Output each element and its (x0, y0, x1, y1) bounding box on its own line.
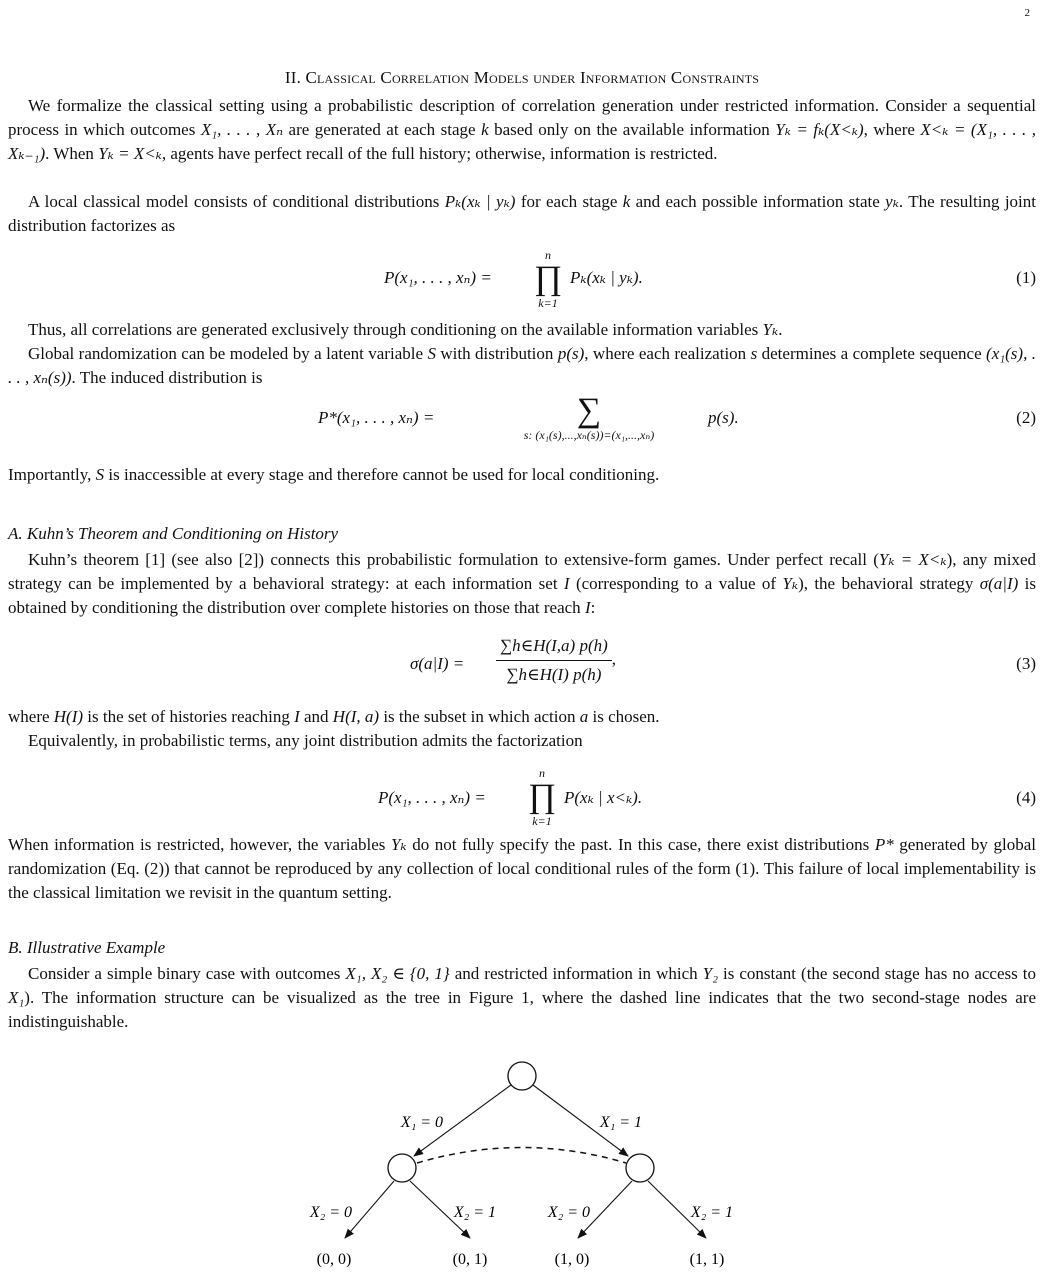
edge-label: X₂ = 1 (453, 1204, 497, 1221)
leaf-label: (1, 0) (554, 1251, 590, 1268)
edge-label: X₁ = 1 (599, 1114, 643, 1131)
paragraph-local-model: A local classical model consists of conditional distributions Pₖ(xₖ | yₖ) for each stage k and each possible information state yₖ. The resulting joint distribution factorizes as (8, 192, 1036, 235)
equation-number: (3) (1016, 654, 1036, 673)
paragraph-equivalently: Equivalently, in probabilistic terms, any joint distribution admits the factorization (28, 731, 583, 750)
leaf-label: (0, 1) (452, 1251, 488, 1268)
edge-label: X₁ = 0 (400, 1114, 444, 1131)
leaf-label: (1, 1) (689, 1251, 725, 1268)
root-node (508, 1062, 536, 1090)
page-number: 2 (1024, 7, 1030, 19)
equation-number: (1) (1016, 268, 1036, 287)
paragraph-thus: Thus, all correlations are generated exclusively through conditioning on the available information variables Yₖ. (28, 320, 783, 339)
equation-3: σ(a|I) = $\frac{\sum h\in H(I,a) p(h)}{\sum h\in H(I) p(h)}$ , (3) (410, 636, 1036, 684)
equation-4: P(x₁, . . . , xₙ) = n ∏ k=1 P(xₖ | x<ₖ). (4) (378, 766, 1036, 828)
second-stage-node-left (388, 1154, 416, 1182)
equation-number: (4) (1016, 788, 1036, 807)
subsection-title-b: B. Illustrative Example (8, 938, 166, 957)
leaf-label: (0, 0) (316, 1251, 352, 1268)
second-stage-node-right (626, 1154, 654, 1182)
paragraph-importantly: Importantly, S is inaccessible at every stage and therefore cannot be used for local conditioning. (8, 465, 660, 484)
equation-number: (2) (1016, 408, 1036, 427)
information-tree-figure (0, 1050, 1042, 1274)
paragraph-example: Consider a simple binary case with outcomes X₁, X₂ ∈ {0, 1} and restricted information in which Y₂ is constant (the second stage has no access to X₁). The information structure can be visualized as the tree in Figure 1, where the dashed line indicates that the two second-stage nodes are indistinguishable. (8, 964, 1036, 1031)
section-title: II. Classical Correlation Models under Information Constraints (284, 68, 760, 87)
equation-1: P(x₁, . . . , xₙ) = n ∏ k=1 Pₖ(xₖ | yₖ). (1) (384, 248, 1036, 310)
edge-label: X₂ = 1 (690, 1204, 734, 1221)
subsection-title-a: A. Kuhn’s Theorem and Conditioning on History (8, 524, 339, 543)
paragraph-formalize: We formalize the classical setting using a probabilistic description of correlation generation under restricted information. Consider a sequential process in which outcomes X₁, . . . , Xₙ are generated at each stage k based only on the available information Yₖ = fₖ(X<ₖ), where X<ₖ = (X₁, . . . , Xₖ₋₁). When Yₖ = X<ₖ, agents have perfect recall of the full history; otherwise, information is restricted. (8, 96, 1037, 163)
paragraph-kuhn: Kuhn’s theorem [1] (see also [2]) connects this probabilistic formulation to extensive-form games. Under perfect recall (Yₖ = X<ₖ), any mixed strategy can be implemented by a behavioral strategy: at each information set I (corresponding to a value of Yₖ), the behavioral strategy σ(a|I) is obtained by conditioning the distribution over complete histories on those that reach I: (8, 550, 1037, 617)
edge-label: X₂ = 0 (309, 1204, 353, 1221)
paragraph-restricted: When information is restricted, however, the variables Yₖ do not fully specify the past. In this case, there exist distributions P* generated by global randomization (Eq. (2)) that cannot be reproduced by any collection of local conditional rules of the form (1). This failure of local implementability is the classical limitation we revisit in the quantum setting. (8, 835, 1036, 902)
paragraph-where: where H(I) is the set of histories reaching I and H(I, a) is the subset in which action a is chosen. (8, 707, 660, 726)
equation-2: P*(x₁, . . . , xₙ) = ∑ s: (x₁(s),...,xₙ(s))=(x₁,...,xₙ) p(s). (2) (318, 392, 1036, 442)
information-set-dashed-line (417, 1148, 626, 1164)
paragraph-global-randomization: Global randomization can be modeled by a latent variable S with distribution p(s), where each realization s determines a complete sequence (x₁(s), . . . , xₙ(s)). The induced distribution is (8, 344, 1037, 387)
edge-label: X₂ = 0 (547, 1204, 591, 1221)
tree-edge (345, 1181, 394, 1238)
